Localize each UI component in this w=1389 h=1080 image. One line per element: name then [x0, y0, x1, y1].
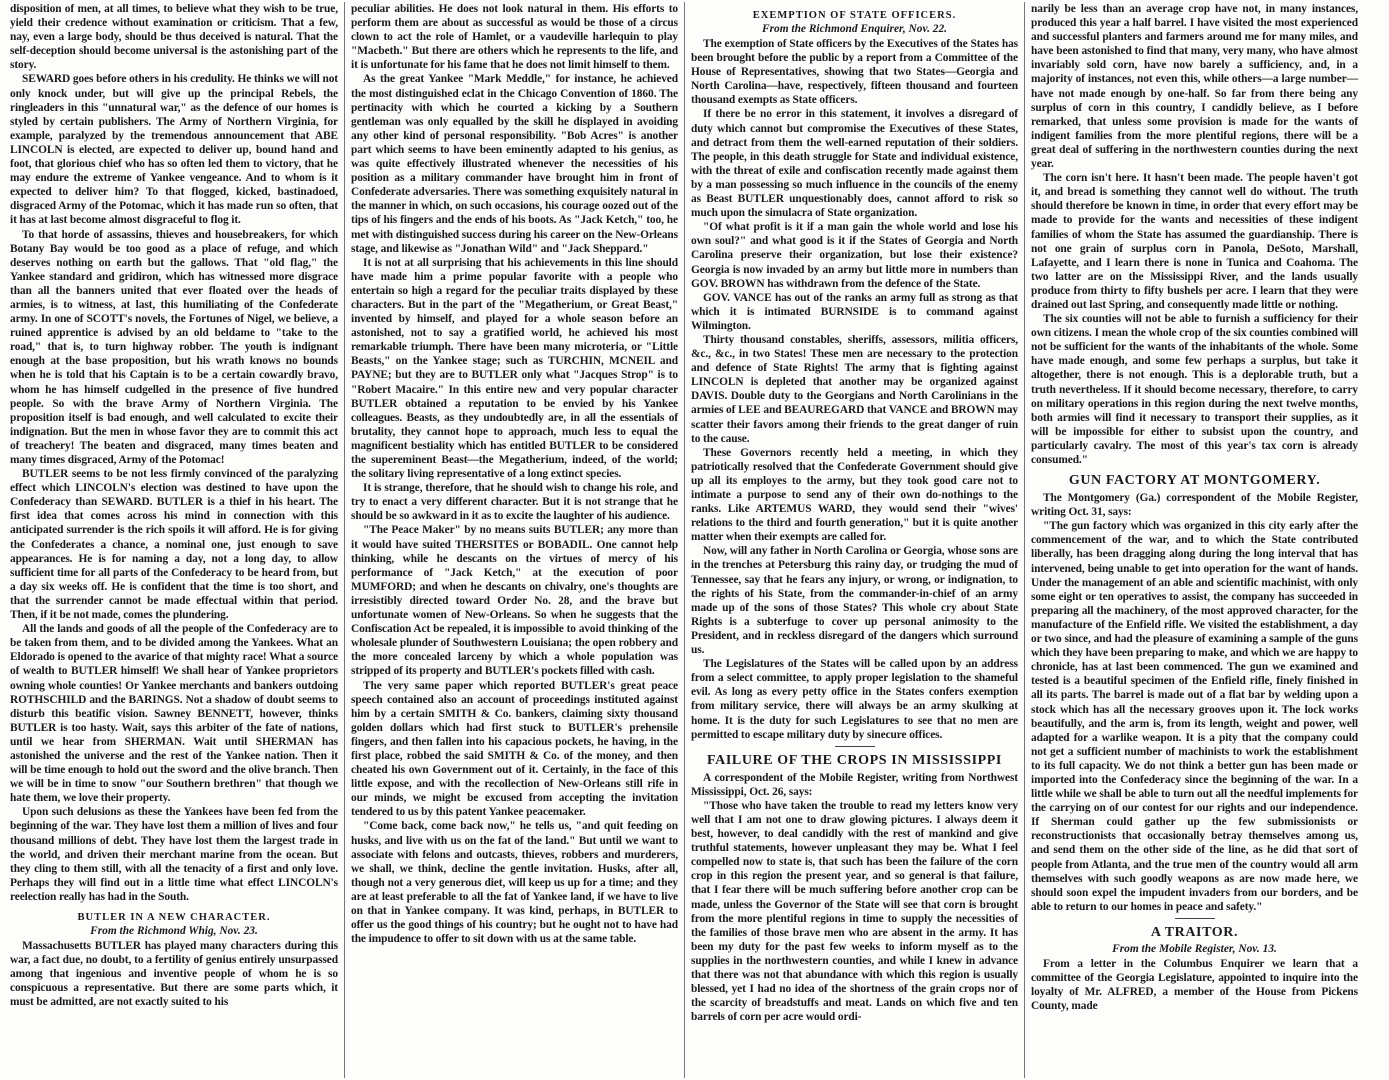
article-paragraph: Upon such delusions as these the Yankees have been fed from the beginning of the war. They have lost them a million of lives and four thousand millions of debt. They have lost them the largest trade in the world, and driven their merchant marine from the ocean. But they cling to them still, with all the tenacity of a first and only love. Perhaps they will find out in a little time what effect LINCOLN's reelection really has had in the South. [10, 806, 338, 903]
column-1 [4, 2, 344, 1078]
article-paragraph: It is not at all surprising that his achievements in this line should have made him a prime popular favorite with a people who entertain so high a regard for the peculiar traits displayed by these characters. But in the part of the "Megatherium, or Great Beast," invented by himself, and played for a whole season before an astonished, not to say a gratified world, he achieved his most remarkable triumph. There have been many microteria, or "Little Beasts," on the Yankee stage; such as TURCHIN, MCNEIL and PAYNE; but they are to BUTLER only what "Jacques Strop" is to "Robert Macaire." In this entire new and very popular character BUTLER obtained a reputation to be envied by his Yankee colleagues. Beasts, as they undoubtedly are, in all the essentials of brutality, they cannot hope to approach, much less to equal the magnificent bestiality which has entitled BUTLER to be considered the supereminent Beast—the Megatherium, indeed, of the world; the solitary living representative of a long extinct species. [351, 256, 678, 481]
article-paragraph: Massachusetts BUTLER has played many characters during this war, a fact due, no doubt, to a fertility of genius entirely unsurpassed among that ingenious and inventive people of whom he is so conspicuous a representative. But there are some parts which, it must be admitted, are not exactly suited to his [10, 940, 338, 1009]
article-paragraph: It is strange, therefore, that he should wish to change his role, and try to enact a very different character. But it is not strange that he should be so awkward in it as to excite the laughter of his audience. [351, 482, 678, 523]
article-paragraph: The corn isn't here. It hasn't been made. The people haven't got it, and bread is something they cannot well do without. The truth should therefore be known in time, in order that every effort may be made to provide for the wants and necessities of these indigent families of whom the State has assumed the guardianship. There is not one grain of surplus corn in Panola, DeSoto, Marshall, Lafayette, and I learn there is none in Tunica and Coahoma. The two latter are on the Mississippi River, and the lands usually produce from thirty to fifty bushels per acre. I learn that they were drained out last Spring, and consequently made little or nothing. [1031, 172, 1358, 311]
article-paragraph: A correspondent of the Mobile Register, writing from Northwest Mississippi, Oct. 26, says: [691, 771, 1018, 798]
article-paragraph: These Governors recently held a meeting, in which they patriotically resolved that the Confederate Government should give up all its employes to the army, but they took good care not to intimate a purpose to send any of their own do-nothings to the ranks. Like ARTEMUS WARD, they would send their "wives' relations to the third and fourth generation," but it is quite another matter when their exempts are called for. [691, 446, 1018, 544]
article-paragraph: All the lands and goods of all the people of the Confederacy are to be taken from them, and to be divided among the Yankees. What an Eldorado is opened to the avarice of that mighty race! What a source of wealth to BUTLER himself! We shall hear of Yankee proprietors owning whole counties! Or Yankee merchants and bankers outdoing ROTHSCHILD and the BARINGS. Not a shadow of doubt seems to disturb this beatific vision. Sawney BENNETT, however, thinks BUTLER is too hasty. Wait, says this arbiter of the fate of nations, until we hear from SHERMAN. Wait until SHERMAN has astonished the universe and the rest of the Yankee nation. Then it will be time enough to hold out the sword and the olive branch. Then we will be in time to snow "our Southern brethren" that though we hate them, we love their property. [10, 623, 338, 805]
article-paragraph: "The gun factory which was organized in this city early after the commencement of the war, and to which the State contributed liberally, has been dragging along during the long interval that has intervened, being unable to get into operation for the want of hands. Under the management of an able and scientific machinist, with only some eight or ten operatives to assist, the company has succeeded in preparing all the machinery, of the most approved character, for the manufacture of the Enfield rifle. We visited the establishment, a day or two since, and had the pleasure of examining a sample of the guns which they have been preparing to make, and which we are happy to chronicle, has at last been commenced. The gun we examined and tested is a beautiful specimen of the Enfield rifle, finely finished in all its parts. The barrel is made out of a flat bar by welding upon a stock which has all the necessary grooves upon it. The lock works beautifully, and the arm is, from its length, weight and power, well adapted for a warlike weapon. It is a pity that the company could not get a sufficient number of machinists to work the establishment to its full capacity. We do not think a better gun has been made or imported into the Confederacy since the beginning of the war. In a little while we shall be able to turn out all the needful implements for the carrying on of our contest for our rights and our independence. If Sherman could gather up the few submissionists or reconstructionists that occasionally betray themselves among us, and send them on the other side of the line, as he did that sort of people from Atlanta, and the true men of the country would all arm themselves with such goodly weapons as are now made here, we should soon expel the impudent invaders from our borders, and be able to return to our homes in peace and safety." [1031, 520, 1358, 913]
article-paragraph: As the great Yankee "Mark Meddle," for instance, he achieved the most distinguished eclat in the Chicago Convention of 1860. The pertinacity with which he courted a kicking by a Southern gentleman was only equalled by the skill he displayed in avoiding any other kind of personal responsibility. "Bob Acres" is another part which seems to have been eminently adapted to his genius, as was quite effectively illustrated whenever the necessities of his position as a military commander have brought him in front of Confederate adversaries. There was something exquisitely natural in the manner in which, on such occasions, his courage oozed out of the tips of his fingers and the ends of his boots. As "Jack Ketch," too, he met with distinguished success during his career on the New-Orleans stage, and likewise as "Jonathan Wild" and "Jack Sheppard." [351, 73, 678, 255]
article-paragraph: The six counties will not be able to furnish a sufficiency for their own citizens. I mean the whole crop of the six counties combined will not be sufficient for the wants of the inhabitants of the whole. Some have made enough, and some few perhaps a surplus, but take it altogether, there is not enough. This is a deplorable truth, but a truth nevertheless. If it should become necessary, therefore, to carry on military operations in this region during the next twelve months, both armies will find it necessary to transport their supplies, as it will be impossible for either to subsist upon the country, and particularly cavalry. The most of this year's tax corn is already consumed." [1031, 313, 1358, 466]
article-paragraph: Thirty thousand constables, sheriffs, assessors, militia officers, &c., &c., in two States! These men are necessary to the protection and defence of State Rights! The army that is fighting against LINCOLN is depleted that another may be organized against DAVIS. Double duty to the Georgians and North Carolinians in the armies of LEE and BEAUREGARD that VANCE and BROWN may scatter their favors among their friends to the great danger of ruin to the cause. [691, 333, 1018, 445]
article-headline: BUTLER IN A NEW CHARACTER. [77, 912, 271, 923]
column-4 [1024, 2, 1364, 1078]
article-paragraph: If there be no error in this statement, it involves a disregard of duty which cannot but compromise the Executives of these States, and detract from them the well-earned reputation of their soldiers. The people, in this death struggle for State and individual existence, with the threat of exile and confiscation recently made against them by a man possessing so much influence in the councils of the enemy as Beast BUTLER unquestionably does, cannot afford to risk so much upon the simulacra of State organization. [691, 108, 1018, 220]
column-2 [344, 2, 684, 1078]
article-paragraph: narily be less than an average crop have not, in many instances, produced this year a half barrel. I have visited the most experienced and successful planters and farmers around me for many miles, and have been astonished to find that many, very many, who have almost invariably sold corn, have now barely a sufficiency, and, in a majority of instances, not even this, while others—a large number—have not made enough by one-half. So far from there being any surplus of corn in this country, I candidly believe, as I before remarked, that unless some provision is made for the wants of indigent families from the more plentiful regions, there will be a great deal of suffering in the northwestern counties during the next year. [1031, 3, 1358, 171]
article-paragraph: The very same paper which reported BUTLER's great peace speech contained also an account of proceedings instituted against him by a certain SMITH & Co. bankers, claiming sixty thousand golden dollars which had first stuck to BUTLER's prehensile fingers, and then fallen into his capacious pockets, he having, in the first place, robbed the said SMITH & Co. of the money, and then cheated his own Government out of it. Certainly, in the face of this little expose, and with the recollection of New-Orleans still rife in our minds, we might be excused from accepting the invitation tendered to us by this patent Yankee peacemaker. [351, 679, 678, 819]
article-paragraph: peculiar abilities. He does not look natural in them. His efforts to perform them are about as successful as would be those of a circus clown to act the role of Hamlet, or a vaudeville harlequin to play "Macbeth." But there are others which he represents to the life, and it is unfortunate for his fame that he does not limit himself to them. [351, 3, 678, 72]
article-dateline: From the Richmond Whig, Nov. 23. [90, 925, 258, 937]
article-headline: EXEMPTION OF STATE OFFICERS. [752, 10, 957, 21]
article-paragraph: BUTLER seems to be not less firmly convinced of the paralyzing effect which LINCOLN's election was destined to have upon the Confederacy than SEWARD. BUTLER is a thief in his heart. The first idea that comes across his mind in connection with this anticipated surrender is the rich spoils it will afford. He is for giving the Confederates a chance, a nominal one, just enough to save appearances. He is for naming a day, not a long day, to allow sufficient time for all parts of the Confederacy to be heard from, but a day six weeks off. He is confident that the time is too short, and that the surrender cannot be made effectual within that period. Then, if it be not made, comes the plundering. [10, 468, 338, 622]
article-paragraph: The exemption of State officers by the Executives of the States has been brought before the public by a report from a Committee of the House of Representatives, showing that two States—Georgia and North Carolina—have, respectively, fifteen thousand and fourteen thousand exempts as State officers. [691, 38, 1018, 107]
article-headline: A TRAITOR. [1150, 924, 1239, 940]
article-paragraph: SEWARD goes before others in his credulity. He thinks we will not only knock under, but will give up the principal Rebels, the ringleaders in this "unnatural war," as the defence of our homes is styled by certain publishers. The Army of Northern Virginia, for example, paralyzed by the tremendous announcement that ABE LINCOLN is elected, are expected to deliver up, bound hand and foot, that glorious chief who has so often led them to victory, that he may endure the extreme of Yankee vengeance. And to whom is it expected to deliver him? To that flogged, kicked, bastinadoed, disgraced Army of the Potomac, which it has made run so often, that it has at last become almost disgraceful to flog it. [10, 73, 338, 227]
article-paragraph: The Legislatures of the States will be called upon by an address from a select committee, to apply proper legislation to the shameful evil. As long as every petty office in the States confers exemption from military service, there will always be an army skulking at home. It is the duty for such Legislatures to see that no men are permitted to escape military duty by sinecure offices. [691, 658, 1018, 741]
article-paragraph: The Montgomery (Ga.) correspondent of the Mobile Register, writing Oct. 31, says: [1031, 492, 1358, 519]
article-dateline: From the Richmond Enquirer, Nov. 22. [761, 23, 948, 35]
article-paragraph: GOV. VANCE has out of the ranks an army full as strong as that which it is intimated BURNSIDE is to command against Wilmington. [691, 291, 1018, 332]
column-3 [684, 2, 1024, 1078]
article-paragraph: "The Peace Maker" by no means suits BUTLER; any more than it would have suited THERSITES or BOBADIL. One cannot help thinking, while he descants on the virtues of mercy of his performance of "Jack Ketch," at the execution of poor MUMFORD; and when he descants on chivalry, one's thoughts are irresistibly directed toward Order No. 28, and the brave but unfortunate women of New-Orleans. So when he suggests that the Confiscation Act be repealed, it is impossible to avoid thinking of the wholesale plunder of Southwestern Louisiana; the open robbery and the more concealed larceny by which a whole population was stripped of its property and BUTLER's pockets filled with cash. [351, 524, 678, 678]
article-headline: FAILURE OF THE CROPS IN MISSISSIPPI [707, 752, 1002, 768]
section-divider [835, 746, 875, 747]
section-divider [1175, 918, 1215, 919]
article-paragraph: Now, will any father in North Carolina or Georgia, whose sons are in the trenches at Petersburg this rainy day, or trudging the mud of Tennessee, say that he fears any injury, or wrong, or indignation, to the rights of his State, from the commander-in-chief of an army made up of the sons of those States? This whole cry about State Rights is a subterfuge to cover up personal animosity to the President, and in reckless disregard of the dangers which surround us. [691, 545, 1018, 657]
article-paragraph: To that horde of assassins, thieves and housebreakers, for which Botany Bay would be too good as a place of refuge, and which deserves nothing on earth but the gallows. That "old flag," the Yankee standard and gridiron, which has witnessed more disgrace than all the banners united that ever floated over the heads of armies, is to witness, at last, this humiliating of the Confederate army. In one of SCOTT's novels, the Fortunes of Nigel, we believe, a ruined apprentice is advised by an old beldame to "take to the road," that is, to turn highway robber. The youth is indignant enough at the base proposition, but his wrath knows no bounds when he is told that his Captain is to be a certain cowardly bravo, whom he has himself cudgelled in the presence of five hundred people. So with the brave Army of Northern Virginia. The proposition itself is bad enough, and well calculated to excite their indignation. But the men in whose favor they are to commit this act of treachery! The beaten and disgraced, many times beaten and many times disgraced, Army of the Potomac! [10, 228, 338, 466]
article-paragraph: "Those who have taken the trouble to read my letters know very well that I am not one to draw glowing pictures. I always deem it best, however, to deal candidly with the rest of mankind and give truthful statements, however unpleasant they may be. What I feel compelled now to state is, that such has been the failure of the corn crop in this region the present year, and so general is that failure, that I fear there will be much suffering before another crop can be made, unless the Governor of the State will see that corn is brought from the more plentiful regions in time to supply the necessities of the families of those brave men who are absent in the army. It has been my duty for the past few weeks to inform myself as to the supplies in the northwestern counties, and while I knew in advance that there was not that abundance with which this region is usually blessed, yet I had no idea of the shortness of the grain crops nor of the scarcity of breadstuffs and meat. Lands on which five and ten barrels of corn per acre would ordi- [691, 799, 1018, 1024]
article-paragraph: "Come back, come back now," he tells us, "and quit feeding on husks, and live with us on the fat of the land." But until we want to associate with felons and outcasts, thieves, robbers and murderers, we shall, we think, decline the gentle invitation. Husks, after all, though not a very generous diet, will keep us up for a time; and they are at least preferable to all the fat of Yankee land, if we have to live on that in Yankee company. It was kind, perhaps, in BUTLER to offer us the good things of his country; but he ought not to have had the impudence to offer to sit down with us at the same table. [351, 820, 678, 946]
article-paragraph: From a letter in the Columbus Enquirer we learn that a committee of the Georgia Legislature, appointed to inquire into the loyalty of Mr. ALFRED, a member of the House from Pickens County, made [1031, 957, 1358, 1013]
article-paragraph: "Of what profit is it if a man gain the whole world and lose his own soul?" and what good is it if the States of Georgia and North Carolina preserve their organization, but lose their existence? Georgia is now invaded by an army but little more in numbers than GOV. BROWN has withdrawn from the defence of the State. [691, 221, 1018, 290]
article-paragraph: disposition of men, at all times, to believe what they wish to be true, yield their credence without examination or criticism. That a few, nay, even a large body, should be thus deceived is natural. That the self-deception should become universal is the astonishing part of the story. [10, 3, 338, 72]
article-dateline: From the Mobile Register, Nov. 13. [1112, 942, 1277, 955]
article-headline: GUN FACTORY AT MONTGOMERY. [1068, 473, 1321, 489]
